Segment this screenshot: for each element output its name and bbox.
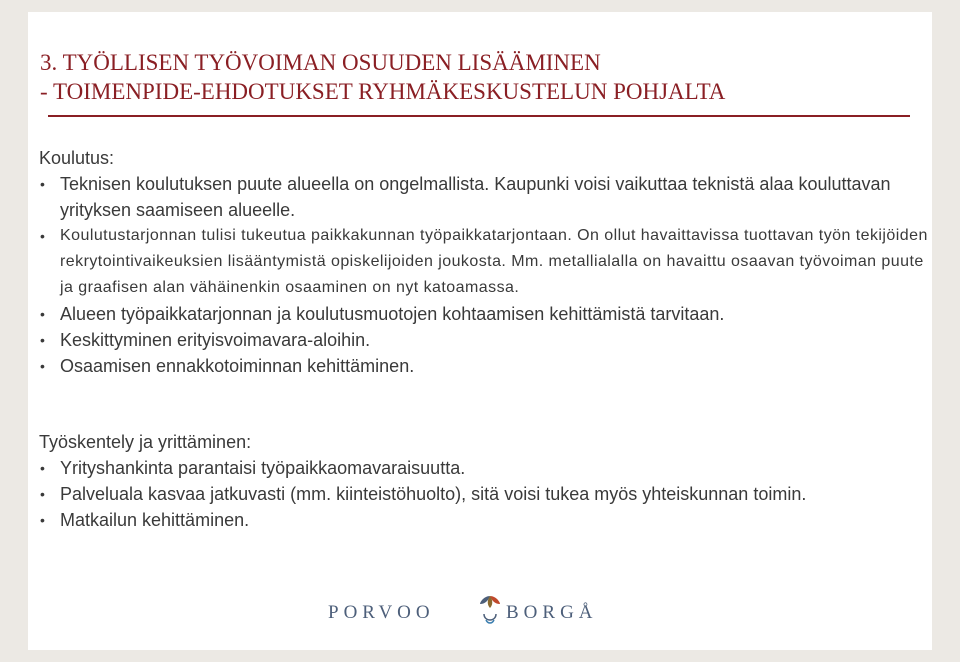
section-tyoskentely: [39, 429, 931, 533]
logo-text-borga: BORGÅ: [506, 602, 598, 623]
logo-text-porvoo: PORVOO: [328, 602, 435, 623]
logo-emblem-icon: [476, 592, 504, 628]
bullet-list: [39, 455, 931, 533]
slide-title: [40, 48, 920, 106]
list-item: • Matkailun kehittäminen.: [39, 507, 931, 533]
section-koulutus: [39, 145, 931, 379]
title-line-2: - TOIMENPIDE-EHDOTUKSET RYHMÄKESKUSTELUN POHJALTA: [40, 79, 726, 104]
list-item: • Osaamisen ennakkotoiminnan kehittäminen.: [39, 353, 931, 379]
title-divider: [48, 115, 910, 117]
slide: [28, 12, 932, 650]
porvoo-borga-logo: [328, 592, 648, 632]
list-item: • Palveluala kasvaa jatkuvasti (mm. kiinteistöhuolto), sitä voisi tukea myös yhteiskunnan toimin.: [39, 481, 931, 507]
title-line-1: 3. TYÖLLISEN TYÖVOIMAN OSUUDEN LISÄÄMINEN: [40, 50, 601, 75]
list-item: • Koulutustarjonnan tulisi tukeutua paikkakunnan työpaikkatarjontaan. On ollut havaittavissa tuottavan työn tekijöiden rekrytointivaikeuksien lisääntymistä opiskelijoiden joukosta. Mm. metallialalla on havaittu osaavan työvoiman puute ja graafisen alan vähäinenkin osaaminen on nyt katoamassa.: [39, 223, 931, 301]
list-item: • Keskittyminen erityisvoimavara-aloihin.: [39, 327, 931, 353]
list-item: • Alueen työpaikkatarjonnan ja koulutusmuotojen kohtaamisen kehittämistä tarvitaan.: [39, 301, 931, 327]
list-item: • Teknisen koulutuksen puute alueella on ongelmallista. Kaupunki voisi vaikuttaa teknistä alaa kouluttavan yrityksen saamiseen alueelle.: [39, 171, 931, 223]
list-item: • Yrityshankinta parantaisi työpaikkaomavaraisuutta.: [39, 455, 931, 481]
bullet-list: [39, 171, 931, 379]
section-heading: Koulutus:: [39, 148, 115, 168]
section-heading: Työskentely ja yrittäminen:: [39, 432, 252, 452]
